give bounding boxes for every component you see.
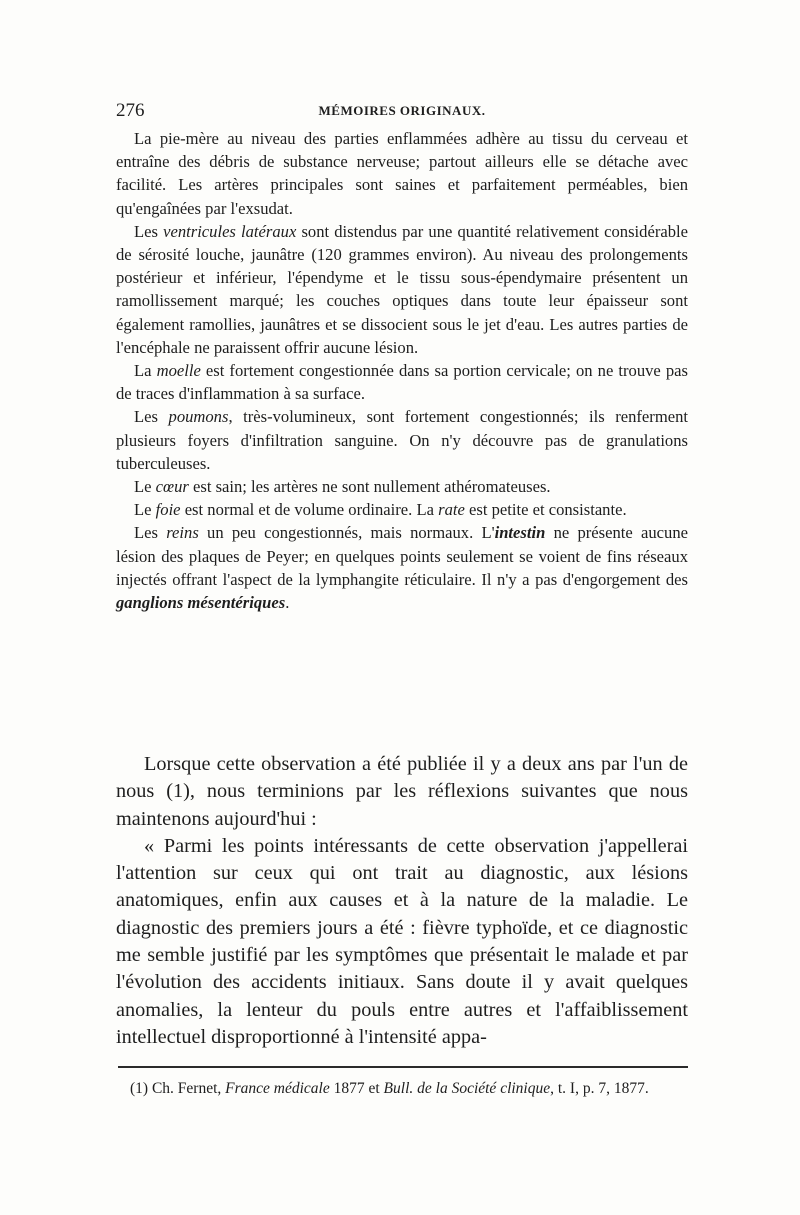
term-rate: rate: [438, 500, 465, 520]
paragraph-heart: Le cœur est sain; les artères ne sont nullement athéromateuses.: [134, 477, 551, 497]
term-coeur: cœur: [155, 477, 189, 497]
paragraph-spinal-cord: La moelle est fortement congestionnée dans sa portion cervicale; on ne trouve pas de traces d'inflammation à sa surface.: [116, 361, 688, 404]
paragraph-pia-mater: La pie-mère au niveau des parties enflammées adhère au tissu du cerveau et entraîne des débris de substance nerveuse; partout ailleurs elle se détache avec facilité. Les artères principales sont saines et parfaitement perméables, bien qu'engaînées par l'exsudat.: [116, 129, 688, 218]
paragraph-ventricles: Les ventricules latéraux sont distendus par une quantité relativement considérable de sérosité louche, jaunâtre (120 grammes environ). Au niveau des prolongements postérieur et inférieur, l'épendyme et le tissu sous-épendymaire présentent un ramollissement marqué; les couches optiques dans toute leur épaisseur sont également ramollies, jaunâtres et se dissocient sous le jet d'eau. Les autres parties de l'encéphale ne paraissent offrir aucune lésion.: [116, 221, 688, 357]
term-foie: foie: [155, 500, 181, 520]
paragraph-quotation: « Parmi les points intéressants de cette observation j'appellerai l'attention sur ceux qui ont trait au diagnostic, aux lésions anatomiques, enfin aux causes et à la nature de la maladie. Le diagnostic des premiers jours a été : fièvre typhoïde, et ce diagnostic me semble justifié par les symptômes que présentait le malade et par l'évolution des accidents initiaux. Sans doute il y avait quelques anomalies, la lenteur du pouls entre autres et l'affaiblissement intellectuel disproportionné à l'intensité appa-: [116, 834, 688, 1048]
running-title: MÉMOIRES ORIGINAUX.: [318, 103, 486, 118]
discussion: [116, 751, 688, 1051]
term-poumons: poumons: [168, 407, 229, 427]
footnote-bulletin: Bull. de la Société clinique: [383, 1080, 551, 1097]
page-number: 276: [116, 100, 145, 121]
footnote-text: (1) Ch. Fernet, France médicale 1877 et Bull. de la Société clinique, t. I, p. 7, 1877.: [130, 1080, 649, 1097]
autopsy-findings: [116, 127, 688, 614]
page-header: [116, 100, 688, 124]
paragraph-publication: Lorsque cette observation a été publiée il y a deux ans par l'un de nous (1), nous terminions par les réflexions suivantes que nous maintenons aujourd'hui :: [116, 753, 688, 830]
paragraph-kidneys: Les reins un peu congestionnés, mais normaux. L'intestin ne présente aucune lésion des plaques de Peyer; en quelques points seulement se voient de fins réseaux injectés offrant l'aspect de la lymphangite réticulaire. Il n'y a pas d'engorgement des ganglions mésentériques.: [116, 523, 688, 613]
footnote: [116, 1078, 688, 1100]
term-moelle: moelle: [156, 361, 201, 381]
term-ganglions: ganglions mésentériques: [116, 593, 286, 613]
footnote-journal: France médicale: [225, 1080, 330, 1097]
paragraph-liver: Le foie est normal et de volume ordinaire. La rate est petite et consistante.: [134, 500, 627, 520]
term-intestin: intestin: [494, 523, 546, 543]
footnote-divider: [118, 1066, 688, 1068]
term-reins: reins: [166, 523, 199, 543]
term-ventricles: ventricules latéraux: [163, 221, 297, 241]
paragraph-lungs: Les poumons, très-volumineux, sont fortement congestionnés; ils renferment plusieurs foyers d'infiltration sanguine. On n'y découvre pas de granulations tuberculeuses.: [116, 407, 689, 473]
